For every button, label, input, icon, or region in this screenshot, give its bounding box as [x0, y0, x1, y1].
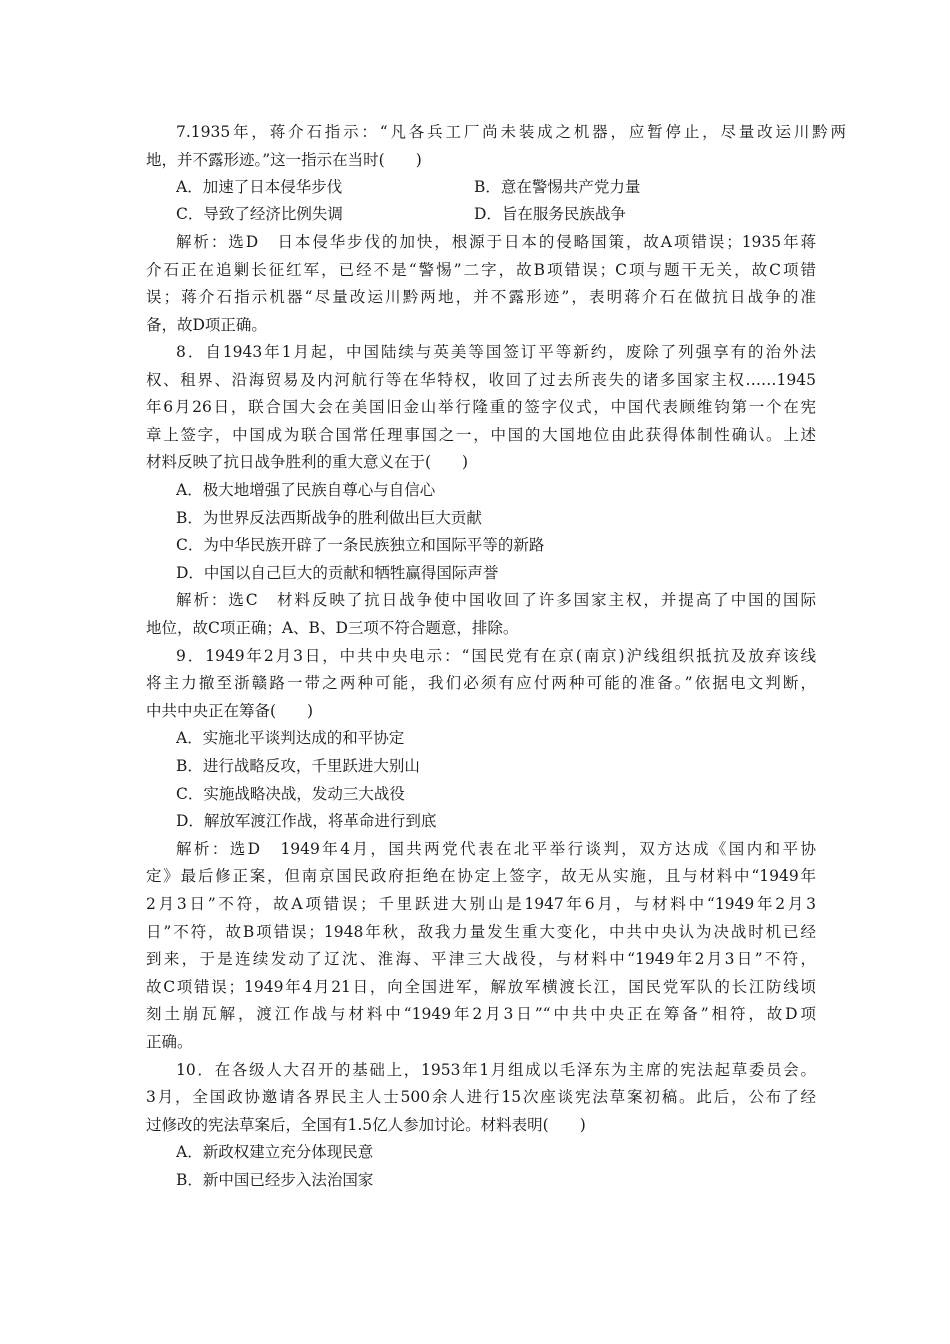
q9-analysis-line-7: 刻土崩瓦解，渡江作战与材料中“1949年2月3日”“中共中央正在筹备”相符，故D项 — [146, 1005, 816, 1023]
q10-stem-line-3: 过修改的宪法草案后，全国有1.5亿人参加讨论。材料表明( ) — [146, 1116, 586, 1134]
q8-option-c: C．为中华民族开辟了一条民族独立和国际平等的新路 — [176, 536, 545, 554]
q7-option-d: D．旨在服务民族战争 — [474, 205, 626, 223]
q10-stem-line-1: 10．在各级人大召开的基础上，1953年1月组成以毛泽东为主席的宪法起草委员会。 — [176, 1061, 816, 1079]
q8-analysis-line-2: 地位，故C项正确；A、B、D三项不符合题意，排除。 — [146, 619, 519, 637]
q9-option-b: B．进行战略反攻，千里跃进大别山 — [176, 757, 420, 775]
q8-option-a: A．极大地增强了民族自尊心与自信心 — [176, 481, 436, 499]
q9-stem-line-1: 9．1949年2月3日，中共中央电示：“国民党有在京(南京)沪线组织抵抗及放弃该线 — [176, 647, 816, 665]
q9-analysis-line-8: 正确。 — [146, 1033, 193, 1051]
q9-option-c: C．实施战略决战，发动三大战役 — [176, 785, 405, 803]
q9-stem-line-2: 将主力撤至浙赣路一带之两种可能，我们必须有应付两种可能的准备。”依据电文判断， — [146, 674, 816, 692]
q9-analysis-line-1: 解析：选D 1949年4月，国共两党代表在北平举行谈判，双方达成《国内和平协 — [176, 840, 816, 858]
q7-stem-line-1: 7.1935年，蒋介石指示：“凡各兵工厂尚未装成之机器，应暂停止，尽量改运川黔两 — [176, 123, 846, 141]
q8-option-b: B．为世界反法西斯战争的胜利做出巨大贡献 — [176, 509, 482, 527]
q10-option-b: B．新中国已经步入法治国家 — [176, 1171, 374, 1189]
q8-stem-line-4: 章上签字，中国成为联合国常任理事国之一，中国的大国地位由此获得体制性确认。上述 — [146, 426, 816, 444]
q7-option-b: B．意在警惕共产党力量 — [474, 178, 641, 196]
q7-analysis-line-3: 误；蒋介石指示机器“尽量改运川黔两地，并不露形迹”，表明蒋介石在做抗日战争的准 — [146, 288, 816, 306]
q9-analysis-line-3: 2月3日”不符，故A项错误；千里跃进大别山是1947年6月，与材料中“1949年2月3 — [146, 895, 816, 913]
q9-stem-line-3: 中共中央正在筹备( ) — [146, 702, 314, 720]
q8-stem-line-3: 年6月26日，联合国大会在美国旧金山举行隆重的签字仪式，中国代表顾维钧第一个在宪 — [146, 398, 816, 416]
q7-analysis-line-2: 介石正在追剿长征红军，已经不是“警惕”二字，故B项错误；C项与题干无关，故C项错 — [146, 261, 816, 279]
q9-analysis-line-5: 到来，于是连续发动了辽沈、淮海、平津三大战役，与材料中“1949年2月3日”不符， — [146, 950, 816, 968]
q7-analysis-line-1: 解析：选D 日本侵华步伐的加快，根源于日本的侵略国策，故A项错误；1935年蒋 — [176, 233, 816, 251]
q10-option-a: A．新政权建立充分体现民意 — [176, 1143, 374, 1161]
q9-option-d: D．解放军渡江作战，将革命进行到底 — [176, 812, 437, 830]
q7-analysis-line-4: 备，故D项正确。 — [146, 316, 267, 334]
q8-stem-line-1: 8．自1943年1月起，中国陆续与英美等国签订平等新约，废除了列强享有的治外法 — [176, 343, 816, 361]
q8-stem-line-5: 材料反映了抗日战争胜利的重大意义在于( ) — [146, 453, 469, 471]
q9-analysis-line-6: 故C项错误；1949年4月21日，向全国进军，解放军横渡长江，国民党军队的长江防线顷 — [146, 978, 816, 996]
q8-option-d: D．中国以自己巨大的贡献和牺牲赢得国际声誉 — [176, 564, 499, 582]
q7-option-a: A．加速了日本侵华步伐 — [176, 178, 343, 196]
q7-option-c: C．导致了经济比例失调 — [176, 205, 343, 223]
q10-stem-line-2: 3月，全国政协邀请各界民主人士500余人进行15次座谈宪法草案初稿。此后，公布了经 — [146, 1088, 816, 1106]
q7-stem-line-2: 地，并不露形迹。”这一指示在当时( ) — [146, 151, 422, 169]
q8-stem-line-2: 权、租界、沿海贸易及内河航行等在华特权，收回了过去所丧失的诸多国家主权……1945 — [146, 371, 816, 389]
q8-analysis-line-1: 解析：选C 材料反映了抗日战争使中国收回了许多国家主权，并提高了中国的国际 — [176, 591, 816, 609]
q9-analysis-line-4: 日”不符，故B项错误；1948年秋，敌我力量发生重大变化，中共中央认为决战时机已经 — [146, 923, 816, 941]
q9-analysis-line-2: 定》最后修正案，但南京国民政府拒绝在协定上签字，故无从实施，且与材料中“1949年 — [146, 867, 816, 885]
q9-option-a: A．实施北平谈判达成的和平协定 — [176, 729, 405, 747]
